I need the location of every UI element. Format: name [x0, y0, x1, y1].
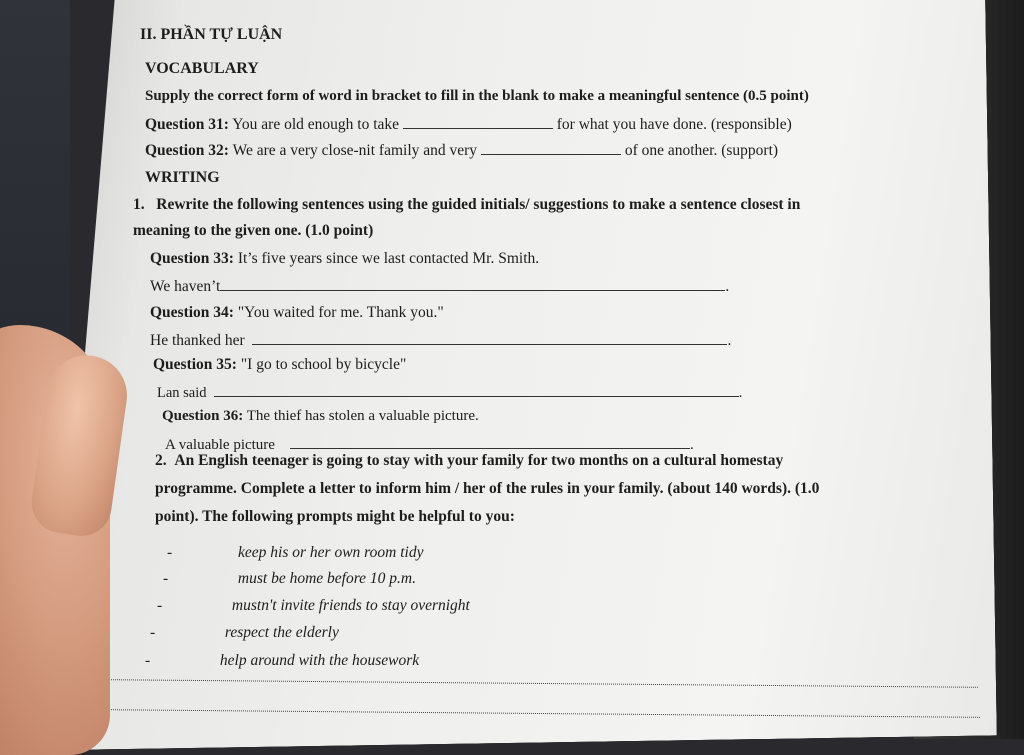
- q31-blank[interactable]: [403, 114, 553, 129]
- q32-before: We are a very close-nit family and very: [228, 142, 481, 159]
- question-36: [162, 408, 479, 425]
- q34-text: "You waited for me. Thank you.": [233, 304, 444, 321]
- prompt-item: - mustn't invite friends to stay overnight: [157, 597, 470, 614]
- q36-blank[interactable]: [290, 434, 690, 449]
- task2-line3: point). The following prompts might be helpful to you:: [155, 508, 515, 525]
- vocabulary-instruction: Supply the correct form of word in bracket to fill in the blank to make a meaningful sentence (0.5 point): [145, 88, 809, 104]
- question-34: [150, 304, 444, 322]
- section-title: II. PHẦN TỰ LUẬN: [140, 26, 283, 43]
- q31-before: You are old enough to take: [228, 116, 403, 133]
- q34-prompt: He thanked her: [150, 332, 245, 349]
- q34-answer-line: He thanked her .: [150, 332, 732, 349]
- q35-answer-line: Lan said .: [157, 382, 742, 402]
- q31-label: Question 31:: [145, 116, 229, 133]
- writing-heading: WRITING: [145, 169, 220, 186]
- q36-label: Question 36:: [162, 408, 244, 424]
- task2-number: 2.: [155, 452, 167, 469]
- q34-blank[interactable]: [252, 330, 727, 345]
- q35-prompt: Lan said: [157, 385, 207, 401]
- prompt-item: - keep his or her own room tidy: [167, 544, 424, 561]
- q36-text: The thief has stolen a valuable picture.: [243, 408, 479, 424]
- prompt-text: mustn't invite friends to stay overnight: [231, 597, 470, 614]
- q31-after: for what you have done. (responsible): [552, 116, 792, 133]
- prompt-item: - must be home before 10 p.m.: [163, 570, 416, 587]
- q32-label: Question 32:: [145, 142, 229, 159]
- prompt-text: help around with the housework: [219, 652, 420, 669]
- question-31: [145, 114, 792, 134]
- q36-prompt: A valuable picture: [165, 437, 275, 453]
- q33-label: Question 33:: [150, 250, 234, 267]
- q35-text: "I go to school by bicycle": [236, 356, 407, 373]
- question-33: [150, 250, 539, 268]
- q33-text: It’s five years since we last contacted Mr. Smith.: [233, 250, 540, 267]
- question-32: [145, 140, 778, 160]
- prompt-item: - help around with the housework: [145, 652, 420, 669]
- q34-label: Question 34:: [150, 304, 234, 321]
- prompt-text: keep his or her own room tidy: [238, 544, 424, 561]
- task2-line1: [155, 452, 783, 470]
- q35-label: Question 35:: [153, 356, 237, 373]
- q35-blank[interactable]: [214, 382, 739, 397]
- task1-instruction-line2: meaning to the given one. (1.0 point): [133, 222, 374, 239]
- question-35: [153, 356, 406, 374]
- q32-after: of one another. (support): [620, 142, 779, 159]
- q32-blank[interactable]: [481, 140, 621, 155]
- task2-line2: programme. Complete a letter to inform him / her of the rules in your family. (about 140 words). (1.0: [155, 480, 820, 497]
- q33-answer-line: We haven’t .: [150, 278, 730, 295]
- prompt-text: must be home before 10 p.m.: [237, 570, 416, 587]
- q33-blank[interactable]: [220, 276, 725, 291]
- task1-instruction-line1: [133, 196, 800, 214]
- prompt-item: - respect the elderly: [150, 624, 339, 641]
- q33-prompt: We haven’t: [150, 278, 221, 295]
- task1-text-1: Rewrite the following sentences using the guided initials/ suggestions to make a sentence closest in: [156, 196, 801, 213]
- q36-answer-line: A valuable picture .: [165, 434, 694, 454]
- prompt-text: respect the elderly: [224, 624, 339, 641]
- task2-text-1: An English teenager is going to stay with your family for two months on a cultural homestay: [174, 452, 784, 469]
- vocabulary-heading: VOCABULARY: [145, 60, 259, 77]
- task1-number: 1.: [133, 196, 145, 213]
